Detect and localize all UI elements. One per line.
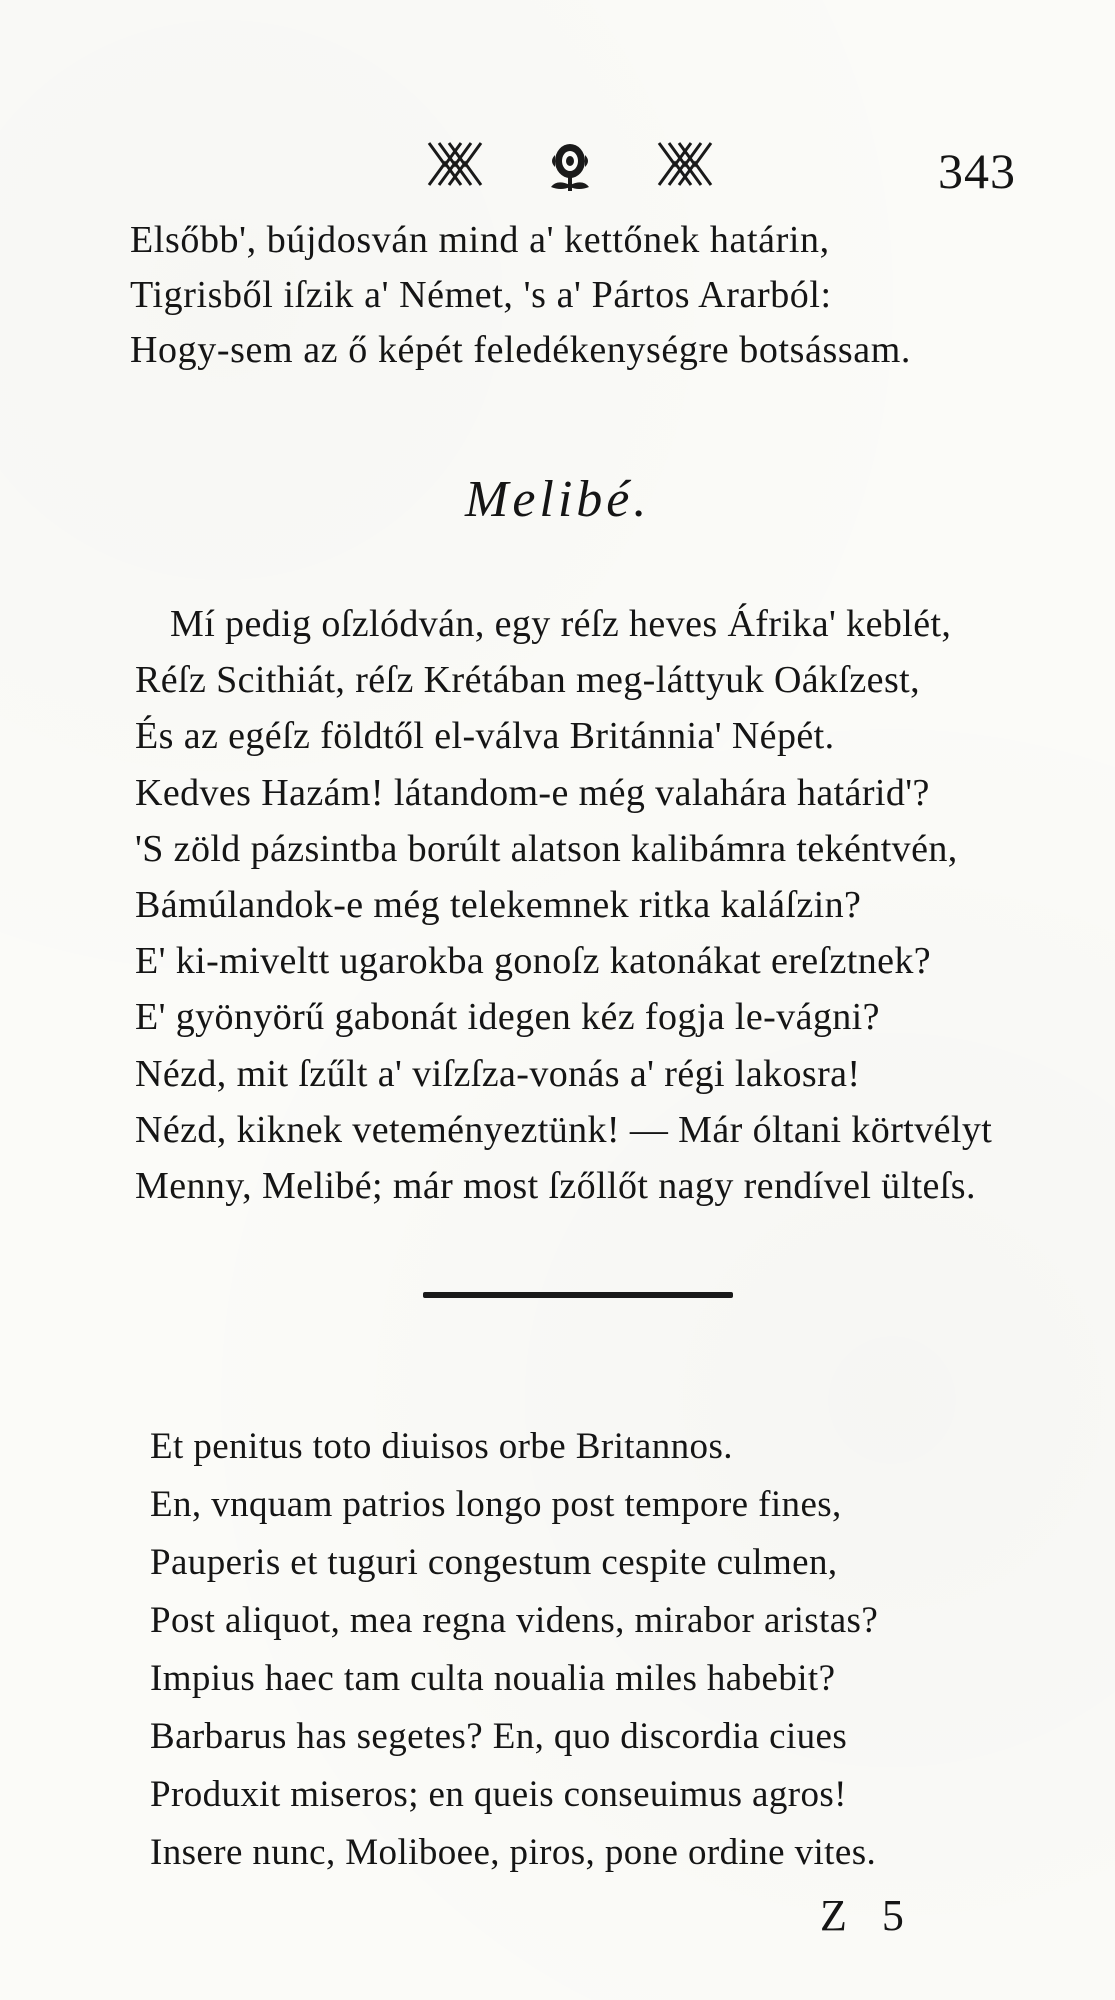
- verse-line: Hogy-sem az ő képét feledékenységre botsássam.: [130, 329, 911, 371]
- verse-line: Réſz Scithiát, réſz Krétában meg-láttyuk Oákſzest,: [135, 659, 920, 702]
- verse-line: Tigrisből iſzik a' Német, 's a' Pártos Ararból:: [130, 274, 832, 316]
- verse-line: Impius haec tam culta noualia miles habebit?: [150, 1658, 836, 1699]
- verse-line: Elsőbb', bújdosván mind a' kettőnek határin,: [130, 219, 830, 261]
- verse-line: Mí pedig oſzlódván, egy réſz heves Áfrika' keblét,: [170, 603, 952, 645]
- verse-line: Pauperis et tuguri congestum cespite culmen,: [150, 1542, 838, 1583]
- verse-line: 'S zöld pázsintba borúlt alatson kalibámra tekéntvén,: [135, 827, 958, 870]
- hungarian-stanza: [135, 596, 992, 1214]
- verse-line: Kedves Hazám! látandom-e még valahára határid'?: [135, 771, 930, 814]
- verse-line: Menny, Melibé; már most ſzőllőt nagy rendível ülteſs.: [135, 1164, 976, 1207]
- verse-line: E' gyönyörű gabonát idegen kéz fogja le-vágni?: [135, 996, 880, 1039]
- verse-line: Post aliquot, mea regna videns, mirabor aristas?: [150, 1600, 879, 1641]
- verse-line: Bámúlandok-e még telekemnek ritka kaláſzin?: [135, 883, 862, 926]
- verse-line: Insere nunc, Moliboee, piros, pone ordine vites.: [150, 1832, 877, 1873]
- verse-line: Barbarus has segetes? En, quo discordia ciues: [150, 1716, 848, 1757]
- page-number: 343: [938, 143, 1016, 199]
- verse-line: Produxit miseros; en queis conseuimus agros!: [150, 1774, 847, 1815]
- verse-line: En, vnquam patrios longo post tempore fines,: [150, 1484, 842, 1525]
- top-stanza: [130, 213, 911, 378]
- verse-line: És az egéſz földtől el-válva Británnia' Népét.: [135, 715, 835, 758]
- verse-line: Nézd, mit ſzűlt a' viſzſza-vonás a' régi lakosra!: [135, 1052, 861, 1095]
- section-heading: Melibé.: [465, 471, 651, 528]
- ornament-icon: [425, 135, 715, 195]
- verse-line: Et penitus toto diuisos orbe Britannos.: [150, 1426, 733, 1467]
- verse-line: Nézd, kiknek veteményeztünk! — Már óltani körtvélyt: [135, 1108, 993, 1151]
- section-divider: [423, 1292, 733, 1298]
- signature-mark: Z 5: [820, 1891, 916, 1940]
- verse-line: E' ki-miveltt ugarokba gonoſz katonákat ereſztnek?: [135, 940, 932, 983]
- latin-stanza: [150, 1418, 878, 1882]
